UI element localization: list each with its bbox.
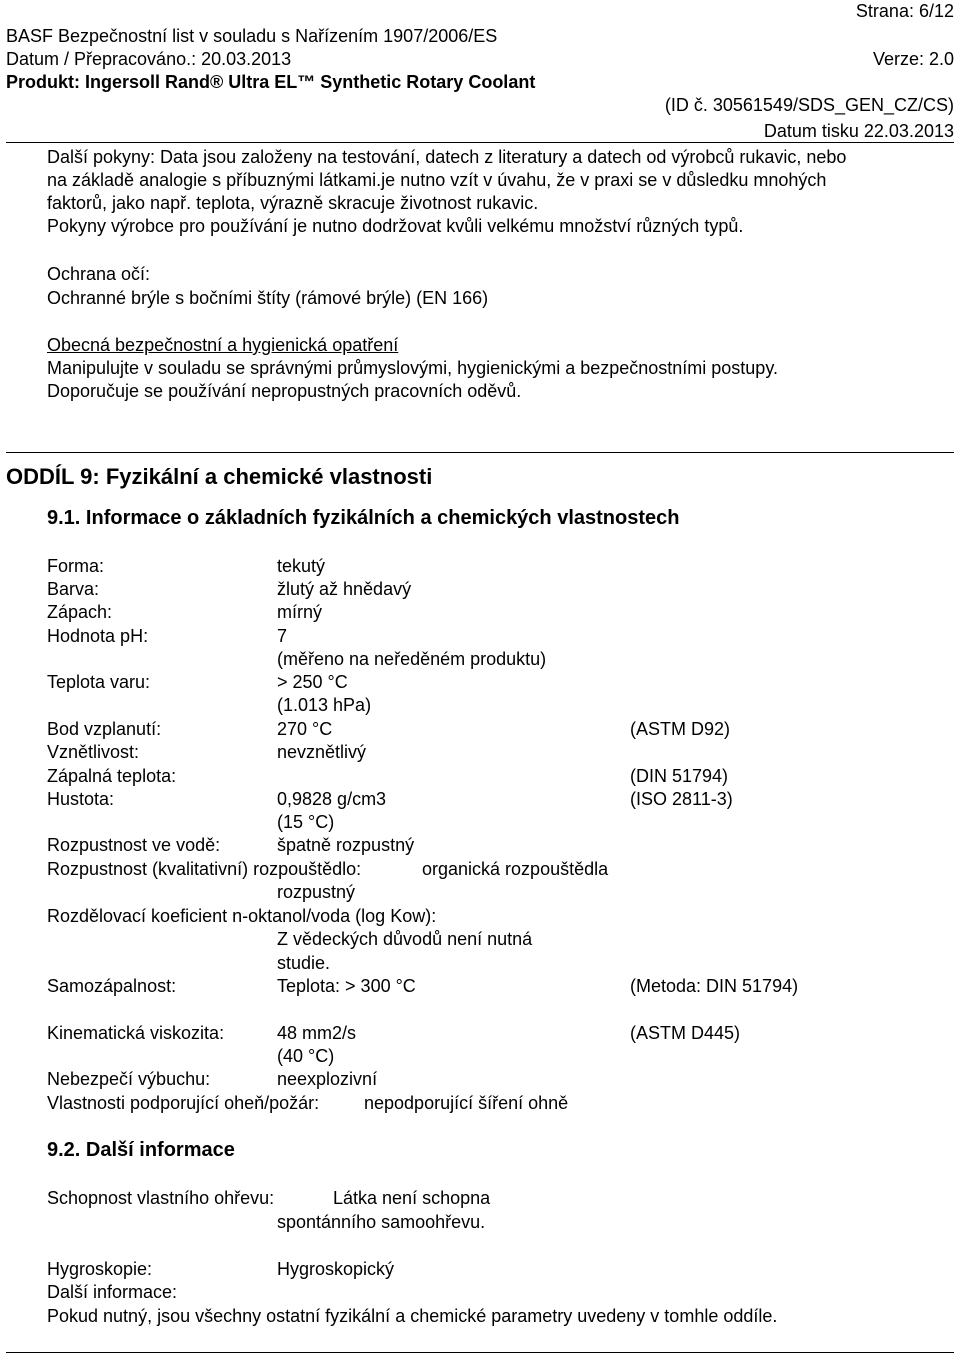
- property-label: Hygroskopie:: [47, 1259, 153, 1279]
- property-label: Kinematická viskozita:: [47, 1023, 225, 1043]
- property-value: studie.: [277, 953, 331, 973]
- property-label: Forma:: [47, 556, 105, 576]
- property-label: Teplota varu:: [47, 672, 151, 692]
- property-label: Další informace:: [47, 1282, 178, 1302]
- hygiene-line: Manipulujte v souladu se správnými průmyslovými, hygienickými a bezpečnostními postupy.: [47, 358, 778, 378]
- property-method: (ASTM D92): [630, 719, 731, 739]
- property-label: Barva:: [47, 579, 100, 599]
- property-value: 0,9828 g/cm3: [277, 789, 387, 809]
- property-label: Hustota:: [47, 789, 115, 809]
- property-value: Látka není schopna: [333, 1188, 491, 1208]
- property-label: Rozpustnost ve vodě:: [47, 835, 221, 855]
- section-divider: [6, 452, 954, 453]
- property-method: (Metoda: DIN 51794): [630, 976, 799, 996]
- footer-divider: [6, 1352, 954, 1353]
- hygiene-line: Doporučuje se používání nepropustných pracovních oděvů.: [47, 381, 522, 401]
- revision-date: Datum / Přepracováno.: 20.03.2013: [6, 49, 292, 69]
- property-label: Nebezpečí výbuchu:: [47, 1069, 211, 1089]
- header-divider: [6, 142, 954, 143]
- property-label: Schopnost vlastního ohřevu:: [47, 1188, 275, 1208]
- property-note: (měřeno na neředěném produktu): [277, 649, 547, 669]
- property-value: spontánního samoohřevu.: [277, 1212, 486, 1232]
- property-value: > 250 °C: [277, 672, 348, 692]
- eye-protection-label: Ochrana očí:: [47, 264, 151, 284]
- version: Verze: 2.0: [872, 49, 954, 69]
- subsection-title: 9.1. Informace o základních fyzikálních a chemických vlastnostech: [47, 507, 680, 529]
- document-id: (ID č. 30561549/SDS_GEN_CZ/CS): [664, 95, 954, 115]
- paragraph-line: faktorů, jako např. teplota, výrazně skracuje životnost rukavic.: [47, 193, 539, 213]
- property-method: (ASTM D445): [630, 1023, 741, 1043]
- property-label: Vlastnosti podporující oheň/požár:: [47, 1093, 320, 1113]
- property-label: Samozápalnost:: [47, 976, 177, 996]
- property-value: žlutý až hnědavý: [277, 579, 412, 599]
- page-number: Strana: 6/12: [855, 1, 954, 21]
- property-value: špatně rozpustný: [277, 835, 415, 855]
- property-value: neexplozivní: [277, 1069, 378, 1089]
- section-title: ODDÍL 9: Fyzikální a chemické vlastnosti: [6, 464, 433, 489]
- property-value: mírný: [277, 602, 322, 622]
- product-name: Produkt: Ingersoll Rand® Ultra EL™ Synthetic Rotary Coolant: [6, 72, 536, 92]
- property-value: rozpustný: [277, 882, 356, 902]
- property-method: (ISO 2811-3): [630, 789, 733, 809]
- property-value: 270 °C: [277, 719, 333, 739]
- property-value: nevznětlivý: [277, 742, 367, 762]
- paragraph-line: Pokyny výrobce pro používání je nutno dodržovat kvůli velkému množství různých typů.: [47, 216, 744, 236]
- property-label: Zápalná teplota:: [47, 766, 177, 786]
- property-value: Teplota: > 300 °C: [277, 976, 416, 996]
- eye-protection-text: Ochranné brýle s bočními štíty (rámové brýle) (EN 166): [47, 288, 489, 308]
- property-method: (DIN 51794): [630, 766, 729, 786]
- paragraph-line: Další pokyny: Data jsou založeny na testování, datech z literatury a datech od výrobců rukavic, nebo: [47, 147, 847, 167]
- hygiene-heading: Obecná bezpečnostní a hygienická opatření: [47, 335, 399, 355]
- property-label: Vznětlivost:: [47, 742, 140, 762]
- property-value: Z vědeckých důvodů není nutná: [277, 929, 533, 949]
- property-value: organická rozpouštědla: [422, 859, 609, 879]
- document-title: BASF Bezpečnostní list v souladu s Nařízením 1907/2006/ES: [6, 26, 498, 46]
- property-value: Hygroskopický: [277, 1259, 395, 1279]
- property-label: Hodnota pH:: [47, 626, 149, 646]
- property-value: nepodporující šíření ohně: [364, 1093, 569, 1113]
- property-label: Zápach:: [47, 602, 113, 622]
- property-note: (1.013 hPa): [277, 695, 372, 715]
- property-label: Rozpustnost (kvalitativní) rozpouštědlo:: [47, 859, 362, 879]
- property-note: (15 °C): [277, 812, 335, 832]
- paragraph-line: na základě analogie s příbuznými látkami.je nutno vzít v úvahu, že v praxi se v důsledku mnohých: [47, 170, 827, 190]
- property-value: 7: [277, 626, 288, 646]
- property-note: (40 °C): [277, 1046, 335, 1066]
- property-value: tekutý: [277, 556, 326, 576]
- property-label: Rozdělovací koeficient n-oktanol/voda (log Kow):: [47, 906, 437, 926]
- subsection-title: 9.2. Další informace: [47, 1139, 235, 1161]
- property-value: Pokud nutný, jsou všechny ostatní fyzikální a chemické parametry uvedeny v tomhle oddíle.: [47, 1306, 778, 1326]
- print-date: Datum tisku 22.03.2013: [763, 121, 954, 141]
- property-value: 48 mm2/s: [277, 1023, 357, 1043]
- property-label: Bod vzplanutí:: [47, 719, 162, 739]
